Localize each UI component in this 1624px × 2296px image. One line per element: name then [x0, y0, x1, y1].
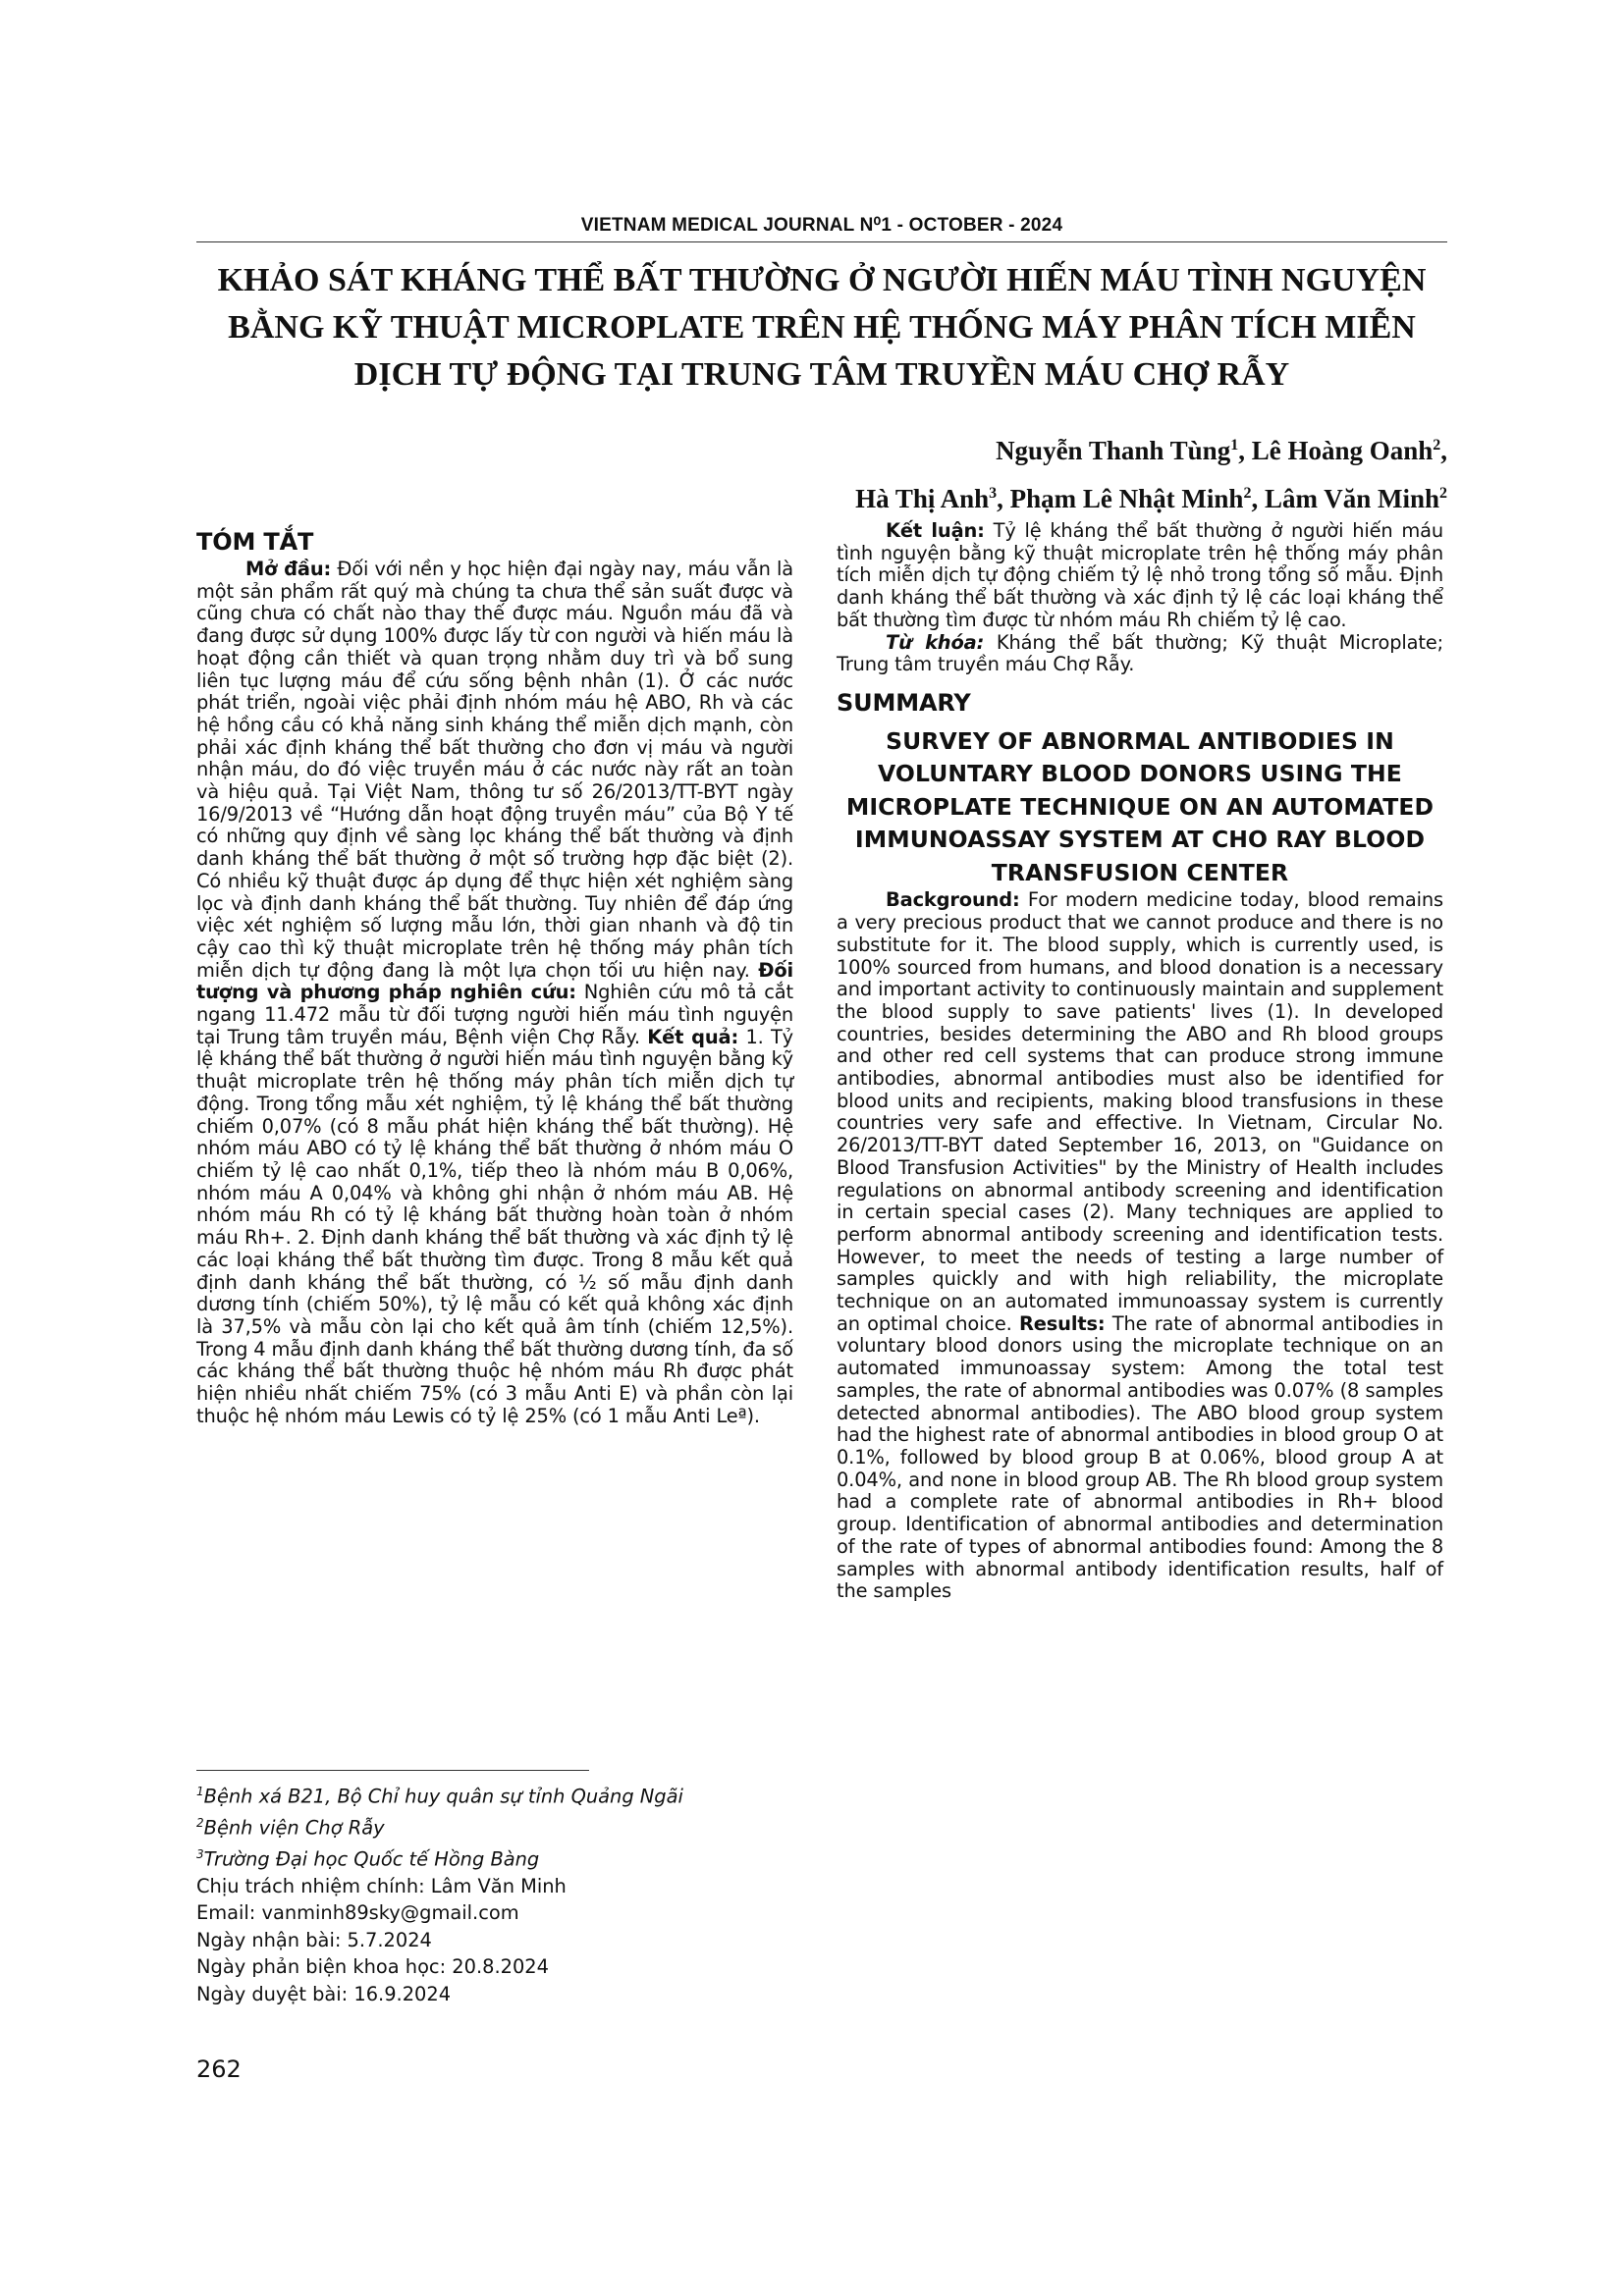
abstract-vi-paragraph — [196, 559, 793, 1427]
review-date: Ngày phản biện khoa học: 20.8.2024 — [196, 1955, 549, 1979]
affiliation-text: Bệnh xá B21, Bộ Chỉ huy quân sự tỉnh Quảng Ngãi — [203, 1785, 683, 1808]
article-title: KHẢO SÁT KHÁNG THỂ BẤT THƯỜNG Ở NGƯỜI HIẾN MÁU TÌNH NGUYỆN BẰNG KỸ THUẬT MICROPLATE TRÊN HỆ THỐNG MÁY PHÂN TÍCH MIỄN DỊCH TỰ ĐỘNG TẠI TRUNG TÂM TRUYỀN MÁU CHỢ RẪY — [217, 262, 1427, 393]
author-affiliation: 2 — [1439, 485, 1447, 502]
abstract-text: Đối với nền y học hiện đại ngày nay, máu vẫn là một sản phẩm rất quý mà chúng ta chưa thể sản suất được và cũng chưa có chất nào thay thế được máu. Nguồn máu đã và đang được sử dụng 100% được lấy từ con người và hiến máu là hoạt động cần thiết và quan trọng nhằm duy trì và bổ sung liên tục lượng máu để cứu sống bệnh nhân (1). Ở các nước phát triển, ngoài việc phải định nhóm máu hệ ABO, Rh và các hệ hồng cầu có khả năng sinh kháng thể miễn dịch mạnh, còn phải xác định kháng thể bất thường cho đơn vị máu và người nhận máu, do đó việc truyền máu ở các nước này rất an toàn và hiệu quả. Tại Việt Nam, thông tư số 26/2013/TT-BYT ngày 16/9/2013 về “Hướng dẫn hoạt động truyền máu” của Bộ Y tế có những quy định về sàng lọc kháng thể bất thường và định danh kháng thể bất thường ở một số trường hợp đặc biệt (2). Có nhiều kỹ thuật được áp dụng để thực hiện xét nghiệm sàng lọc và định danh kháng thể bất thường. Tuy nhiên để đáp ứng việc xét nghiệm số lượng mẫu lớn, thời gian nhanh và độ tin cậy cao thì kỹ thuật microplate trên hệ thống máy phân tích miễn dịch tự động đang là một lựa chọn tối ưu hiện nay. — [196, 558, 793, 982]
author-separator: , — [1238, 436, 1252, 465]
header-rule — [196, 241, 1447, 242]
section-label: Đối tượng và phương pháp nghiên cứu: — [196, 958, 793, 1004]
author-separator: , — [997, 484, 1010, 513]
summary-text: The rate of abnormal antibodies in voluntary blood donors using the microplate technique on an automated immunoassay system: Among the total test samples, the rate of abnormal antibodies was 0.07% (8 samples detected abnormal antibodies). The ABO blood group system had the highest rate of abnormal antibodies in blood group O at 0.1%, followed by blood group B at 0.06%, blood group A at 0.04%, and none in blood group AB. The Rh blood group system had a complete rate of abnormal antibodies in Rh+ blood group. Identification of abnormal antibodies and determination of the rate of types of abnormal antibodies found: Among the 8 samples with abnormal antibody identification results, half of the samples — [837, 1311, 1444, 1603]
summary-title: SURVEY OF ABNORMAL ANTIBODIES IN VOLUNTARY BLOOD DONORS USING THE MICROPLATE TECHNIQUE ON AN AUTOMATED IMMUNOASSAY SYSTEM AT CHO RAY BLOOD TRANSFUSION CENTER — [845, 726, 1435, 886]
corresponding-author: Chịu trách nhiệm chính: Lâm Văn Minh — [196, 1874, 567, 1897]
summary-heading: SUMMARY — [837, 688, 971, 717]
footnote-rule — [196, 1770, 589, 1771]
footnotes — [196, 1779, 805, 2007]
affiliation-note: $^2$Bệnh viện Chợ Rẫy — [196, 1815, 385, 1840]
affiliation-note: $^3$Trường Đại học Quốc tế Hồng Bàng — [196, 1846, 540, 1871]
accepted-date: Ngày duyệt bài: 16.9.2024 — [196, 1982, 452, 2005]
abstract-vi-column — [196, 527, 793, 1427]
author-affiliation: 2 — [1243, 485, 1252, 502]
abstract-vi-conclusion — [837, 520, 1443, 632]
author-affiliation: 1 — [1230, 437, 1239, 454]
keywords-text: Kháng thể bất thường; Kỹ thuật Microplate; Trung tâm truyền máu Chợ Rẫy. — [837, 630, 1443, 676]
author-name: Lâm Văn Minh — [1264, 484, 1439, 513]
section-label: Background: — [886, 888, 1020, 912]
author-affiliation: 2 — [1433, 437, 1441, 454]
section-label: Kết luận: — [886, 519, 985, 542]
running-header: VIETNAM MEDICAL JOURNAL N⁰1 - OCTOBER - 2024 — [580, 215, 1063, 236]
keywords — [837, 632, 1443, 676]
abstract-text: Tỷ lệ kháng thể bất thường ở người hiến máu tình nguyện bằng kỹ thuật microplate trên hệ thống máy phân tích miễn dịch tự động chiếm tỷ lệ nhỏ trong tổng số mẫu. Định danh kháng thể bất thường và xác định tỷ lệ các loại kháng thể bất thường tìm được từ nhóm máu Rh chiếm tỷ lệ cao. — [837, 519, 1443, 631]
abstract-vi-heading: TÓM TẮT — [196, 528, 314, 556]
author-separator: , — [1251, 484, 1265, 513]
affiliation-text: Trường Đại học Quốc tế Hồng Bàng — [203, 1847, 540, 1871]
abstract-text: Nghiên cứu mô tả cắt ngang 11.472 mẫu từ đối tượng người hiến máu tình nguyện tại Trung tâm truyền máu, Bệnh viện Chợ Rẫy. — [196, 981, 793, 1048]
author-name: Hà Thị Anh — [855, 484, 990, 513]
author-name: Lê Hoàng Oanh — [1251, 436, 1434, 465]
author-name: Nguyễn Thanh Tùng — [996, 436, 1231, 465]
received-date: Ngày nhận bài: 5.7.2024 — [196, 1928, 432, 1951]
abstract-en-column — [837, 520, 1443, 1603]
affiliation-note: $^1$Bệnh xá B21, Bộ Chỉ huy quân sự tỉnh Quảng Ngãi — [196, 1785, 683, 1808]
affiliation-text: Bệnh viện Chợ Rẫy — [203, 1816, 385, 1840]
section-label: Kết quả: — [647, 1025, 739, 1048]
summary-text: For modern medicine today, blood remains a very precious product that we cannot produce and there is no substitute for it. The blood supply, which is currently used, is 100% sourced from humans, and blood donation is a necessary and important activity to continuously maintain and supplement the blood supply to save patients' lives (1). In developed countries, besides determining the ABO and Rh blood groups and other red cell systems that can produce strong immune antibodies, abnormal antibodies must also be identified for blood units and recipients, making blood transfusions in these countries very safe and effective. In Vietnam, Circular No. 26/2013/TT-BYT dated September 16, 2013, on "Guidance on Blood Transfusion Activities" by the Ministry of Health includes regulations on abnormal antibody screening and identification in certain special cases (2). Many techniques are applied to perform abnormal antibody screening and identification tests. However, to meet the needs of testing a large number of samples quickly and with high reliability, the microplate technique on an automated immunoassay system is currently an optimal choice. — [837, 888, 1443, 1335]
section-label: Results: — [1019, 1311, 1106, 1335]
summary-paragraph — [837, 889, 1443, 1603]
section-label: Mở đầu: — [245, 558, 332, 580]
author-separator: , — [1440, 436, 1447, 465]
abstract-text: 1. Tỷ lệ kháng thể bất thường ở người hiến máu tình nguyện bằng kỹ thuật microplate trên hệ thống máy phân tích miễn dịch tự động. Trong tổng mẫu xét nghiệm, tỷ lệ kháng thể bất thường chiếm 0,07% (có 8 mẫu phát hiện kháng thể bất thường). Hệ nhóm máu ABO có tỷ lệ kháng thể bất thường ở nhóm máu O chiếm tỷ lệ cao nhất 0,1%, tiếp theo là nhóm máu B 0,06%, nhóm máu A 0,04% và không ghi nhận ở nhóm máu AB. Hệ nhóm máu Rh có tỷ lệ kháng bất thường hoàn toàn ở nhóm máu Rh+. 2. Định danh kháng thể bất thường và xác định tỷ lệ các loại kháng thể bất thường tìm được. Trong 8 mẫu kết quả định danh kháng thể bất thường, có ½ số mẫu định danh dương tính (chiếm 50%), tỷ lệ mẫu có kết quả không xác định là 37,5% và mẫu còn lại cho kết quả âm tính (chiếm 12,5%). Trong 4 mẫu định danh kháng thể bất thường dương tính, đa số các kháng thể bất thường thuộc hệ nhóm máu Rh được phát hiện nhiều nhất chiếm 75% (có 3 mẫu Anti E) và phần còn lại thuộc hệ nhóm máu Lewis có tỷ lệ 25% (có 1 mẫu Anti Leª). — [196, 1025, 793, 1427]
page-number: 262 — [196, 2056, 242, 2083]
author-list — [550, 424, 1447, 520]
author-name: Phạm Lê Nhật Minh — [1009, 484, 1244, 513]
author-affiliation: 3 — [989, 485, 998, 502]
keywords-label: Từ khóa: — [886, 630, 985, 654]
email: Email: vanminh89sky@gmail.com — [196, 1901, 519, 1925]
